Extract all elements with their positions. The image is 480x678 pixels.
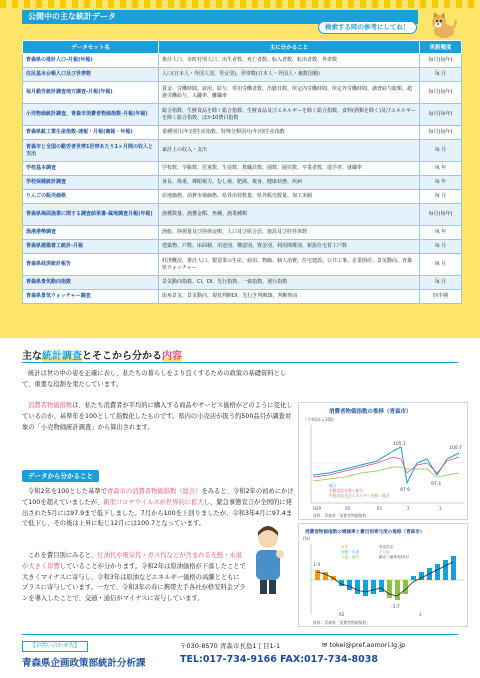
table-row	[23, 54, 462, 68]
chart2-legend	[341, 544, 411, 559]
legend-transport: 交通・通信	[341, 555, 359, 559]
label-latest: 100.7	[449, 446, 462, 451]
update-frequency: 四半期	[420, 290, 462, 304]
table-row	[23, 126, 462, 140]
dataset-name: 学校基本調査	[23, 162, 159, 176]
article-heading	[22, 347, 182, 362]
update-frequency: 毎 月	[420, 190, 462, 204]
text-span: をみると、令和2年の初めにかけて100を超えていましたが、	[22, 488, 294, 506]
dataset-name: 青森県海面漁業に関する調査結果書-属地調査月報(年報)	[23, 204, 159, 226]
label-low-2021: 97.4	[431, 482, 442, 487]
col-header-frequency: 更新頻度	[420, 41, 462, 54]
dataset-name: 漁港港勢調査	[23, 226, 159, 240]
update-frequency: 毎 年	[420, 162, 462, 176]
cpi-contribution-svg	[299, 524, 469, 628]
dataset-name: 小売物価統計調査、青森市消費者物価指数-月報(年報)	[23, 104, 159, 126]
section-title: 公開中の主な統計データ	[22, 10, 418, 24]
cpi-trend-svg	[299, 403, 469, 521]
chart1-unit: （令和2年=100）	[303, 417, 337, 422]
breakdown-paragraph	[22, 551, 246, 605]
bar	[355, 580, 360, 594]
bar	[395, 580, 400, 600]
series-total	[313, 447, 459, 483]
chart2-title: 消費者物価指数の増減率と費目別寄与度の推移（青森市）	[305, 530, 425, 535]
decorative-stripe	[0, 0, 480, 8]
x-tick: R2	[339, 612, 345, 617]
dataset-desc: 身長、体重、裸眼視力、むし歯、肥満、痩身、健康状態、疾病	[159, 176, 420, 190]
text-span: し、緊急事態宣言が全国的に発出された5月には97.9まで低下しました。7月から100を上回りましたが、令和3年4月に97.4まで低下し、その後は上昇に転じ12月には100.7となっています。	[22, 498, 293, 528]
bar	[451, 556, 456, 580]
dataset-name: 毎月勤労統計調査地方調査-月報(年報)	[23, 82, 159, 104]
table-row	[23, 276, 462, 290]
table-row	[23, 254, 462, 276]
table-row	[23, 82, 462, 104]
dog-mascot-icon	[428, 11, 458, 39]
update-frequency: 毎 年	[420, 226, 462, 240]
update-frequency: 毎 年	[420, 176, 462, 190]
dataset-name: 青森県建築着工統計-月報	[23, 240, 159, 254]
address-text: 〒030-8570 青森市長島1丁目1-1	[180, 642, 281, 650]
update-frequency: 毎月(毎年)	[420, 204, 462, 226]
update-frequency: 毎月(毎年)	[420, 104, 462, 126]
dataset-desc: 経済概況、推計人口、製造業の生産、雇用、物価、個人消費、住宅建設、公共工事、企業倒産、景気動向、青森県ウォッチャー	[159, 254, 420, 276]
table-row	[23, 226, 462, 240]
bar	[403, 580, 408, 594]
update-frequency: 毎月(毎年)	[420, 82, 462, 104]
col-header-content: 主に分かること	[159, 41, 420, 54]
update-frequency: 毎 月	[420, 254, 462, 276]
label-low: -1.7	[391, 605, 400, 610]
emphasis-text: 新型コロナウイルスが世界的に拡大	[103, 498, 204, 506]
cpi-contribution-chart	[298, 523, 468, 627]
heading-part: とそこから分かる	[82, 351, 162, 362]
dataset-desc: 家計上の収入・支出	[159, 140, 420, 162]
legend-ex-fresh: 生鮮食品を除く総合	[329, 488, 364, 493]
dataset-desc: 街角景気、景気動向、現状判断DI、先行き判断DI、判断理由	[159, 290, 420, 304]
legend-ex-fresh-energy: 生鮮食品及びエネルギーを除く総合	[329, 493, 390, 498]
stats-dataset-table	[22, 40, 462, 304]
cpi-term: 消費者物価指数	[28, 402, 73, 409]
table-row	[23, 162, 462, 176]
bar	[371, 580, 376, 594]
dataset-name: 青森県景気ウォッチャー調査	[23, 290, 159, 304]
table-row	[23, 104, 462, 126]
chart1-title: 消費者物価指数の推移（青森市）	[329, 409, 412, 415]
dataset-desc: 学校数、学級数、児童数、生徒数、教職員数、園数、園児数、卒業者数、進学率、就職率	[159, 162, 420, 176]
dataset-name: 青森県経済統計報告	[23, 254, 159, 276]
bar	[443, 560, 448, 580]
dataset-desc: 推計人口、市町村別人口、出生者数、死亡者数、転入者数、転出者数、世帯数	[159, 54, 420, 68]
dataset-desc: 建築物、戸数、床面積、用途別、構造別、資金別、利用関係別、新設住宅着工戸数	[159, 240, 420, 254]
chart2-source: 資料：青森県「消費者物価指数」	[313, 620, 370, 625]
legend-total: 総合	[329, 483, 337, 488]
dataset-name: 学校保健統計調査	[23, 176, 159, 190]
chart2-unit: (%)	[303, 536, 310, 541]
bar	[323, 572, 328, 580]
x-tick: 30	[345, 506, 351, 511]
table-row	[23, 190, 462, 204]
dataset-name: 青森県の推計人口-月報(年報)	[23, 54, 159, 68]
bar	[411, 576, 416, 580]
dataset-desc: 賃金、労働時間、雇用、給与、常用労働者数、出勤日数、所定内労働時間、所定外労働時間、調査給与総額、超過労働給与、入職率、離職率	[159, 82, 420, 104]
email[interactable]	[322, 641, 405, 649]
bar	[347, 580, 352, 590]
table-header-row	[23, 41, 462, 54]
dataset-desc: 漁船、陸揚量及び陸揚金額、人口及び組合員、施設及び経営体数	[159, 226, 420, 240]
update-frequency: 毎 月	[420, 240, 462, 254]
col-header-dataset: データセット名	[23, 41, 159, 54]
dataset-desc: 産地価格、消費市場価格、県外出荷数量、県外販売数量、加工実績	[159, 190, 420, 204]
table-row	[23, 240, 462, 254]
dataset-desc: 漁獲数量、漁獲金額、魚種、漁業種類	[159, 204, 420, 226]
bar	[387, 580, 392, 598]
x-tick: 2	[407, 506, 410, 511]
heading-highlight: 内容	[162, 351, 182, 362]
phone-fax: TEL:017-734-9166 FAX:017-734-8038	[180, 654, 378, 665]
legend-food: 食料	[341, 545, 349, 549]
heading-divider	[22, 362, 458, 363]
label-start: 1.4	[313, 563, 321, 568]
dataset-name: 青森県鉱工業生産指数-速報・月報(確報・年報)	[23, 126, 159, 140]
text-span: これを費目別にみると、	[28, 552, 98, 559]
contact-label: 【お問い合わせ先】	[22, 641, 88, 652]
cpi-trend-chart	[298, 402, 468, 520]
stacked-bars	[315, 556, 456, 600]
bar	[435, 564, 440, 580]
text-span: していることが分かります。令和2年は原油価格が下落したことで大きくマイナスに寄与し、令和3年は原油などエネルギー価格の高騰とともにプラスに寄与しています。一方で、令和3年の春に携帯大手各社が格安料金プランを導入したことで、交通・通信がマイナスに寄与しています。	[22, 562, 246, 603]
table-row	[23, 204, 462, 226]
dataset-name: りんごの販売価格	[23, 190, 159, 204]
bar	[379, 580, 384, 592]
findings-badge: データから分かること	[22, 470, 99, 482]
dataset-desc: 人口(日本人・外国人別、男女別)、世帯数(日本人・外国人・複数国籍)	[159, 68, 420, 82]
update-frequency: 毎月(毎年)	[420, 54, 462, 68]
x-tick: R1	[377, 506, 383, 511]
update-frequency: 毎 月	[420, 276, 462, 290]
intro-paragraph: 統計は世の中の姿を正確に表し、私たちの暮らしをより良くするための政策の基礎資料として、重要な役割を果たしています。	[22, 370, 287, 388]
x-tick: 3	[419, 612, 422, 617]
total-line	[317, 562, 453, 596]
cpi-text: は、私たち消費者が平均的に購入する商品やサービス価格がどのように変化しているのか、基準年を100として指数化したものです。県内の小売店が扱う約500品目が調査対象の「小売物価統計調査」から算出されます。	[22, 402, 293, 431]
search-hint-badge: 検索する時の参考にしてね！	[318, 21, 417, 34]
bar	[363, 580, 368, 596]
table-row	[23, 176, 462, 190]
x-tick: 3	[439, 506, 442, 511]
update-frequency: 毎 月	[420, 140, 462, 162]
label-peak: 105.1	[393, 442, 406, 447]
legend-other: その他	[379, 550, 390, 554]
dataset-name: 青森県景気動向指数	[23, 276, 159, 290]
dataset-desc: 総合指数、生鮮食品を除く総合指数、生鮮食品及びエネルギーを除く総合指数、食料(酒類を除く)及びエネルギーを除く総合指数、ほか10費目指数	[159, 104, 420, 126]
dataset-name: 住民基本台帳人口及び世帯数	[23, 68, 159, 82]
x-tick: H29	[313, 506, 322, 511]
emphasis-text: 青森市の消費者物価指数（総合）	[107, 488, 202, 495]
mail-icon: ✉	[322, 641, 330, 649]
table-row	[23, 290, 462, 304]
label-low-2020: 97.9	[400, 488, 411, 493]
email-address[interactable]: tokei@pref.aomori.lg.jp	[329, 641, 406, 649]
cpi-paragraph	[22, 401, 294, 433]
update-frequency: 毎 月	[420, 68, 462, 82]
update-frequency: 毎月(毎年)	[420, 126, 462, 140]
organization-name: 青森県企画政策部統計分析課	[22, 658, 146, 669]
text-span: 令和2年を100とした基準で	[28, 488, 107, 495]
dataset-desc: 景気動向指数、CI、DI、先行指数、一致指数、遅行指数	[159, 276, 420, 290]
legend-total: 総合（前年同月比）	[379, 555, 412, 559]
heading-highlight: 統計調査	[42, 351, 82, 362]
dataset-desc: 業種別月(年)別生産指数、特殊分類別月(年)別生産指数	[159, 126, 420, 140]
bar	[315, 570, 320, 580]
person-illustration-icon	[246, 524, 290, 596]
legend-culture: 教養娯楽	[379, 545, 394, 549]
table-row	[23, 140, 462, 162]
emphasis-text: 灯油代や電気代・ガス代などが含まれる光熱・水道が大きく影響	[22, 552, 243, 570]
address	[180, 641, 280, 650]
chart1-source: 資料：青森県「消費者物価指数」	[313, 513, 370, 518]
legend-utilities: 光熱・水道	[341, 550, 359, 554]
dataset-name: 青森市と全国の勤労者世帯1世帯あたり1ヶ月間の収入と支出	[23, 140, 159, 162]
table-row	[23, 68, 462, 82]
stats-data-section	[0, 0, 480, 338]
footer-divider	[22, 634, 458, 635]
heading-part: 主な	[22, 351, 42, 362]
